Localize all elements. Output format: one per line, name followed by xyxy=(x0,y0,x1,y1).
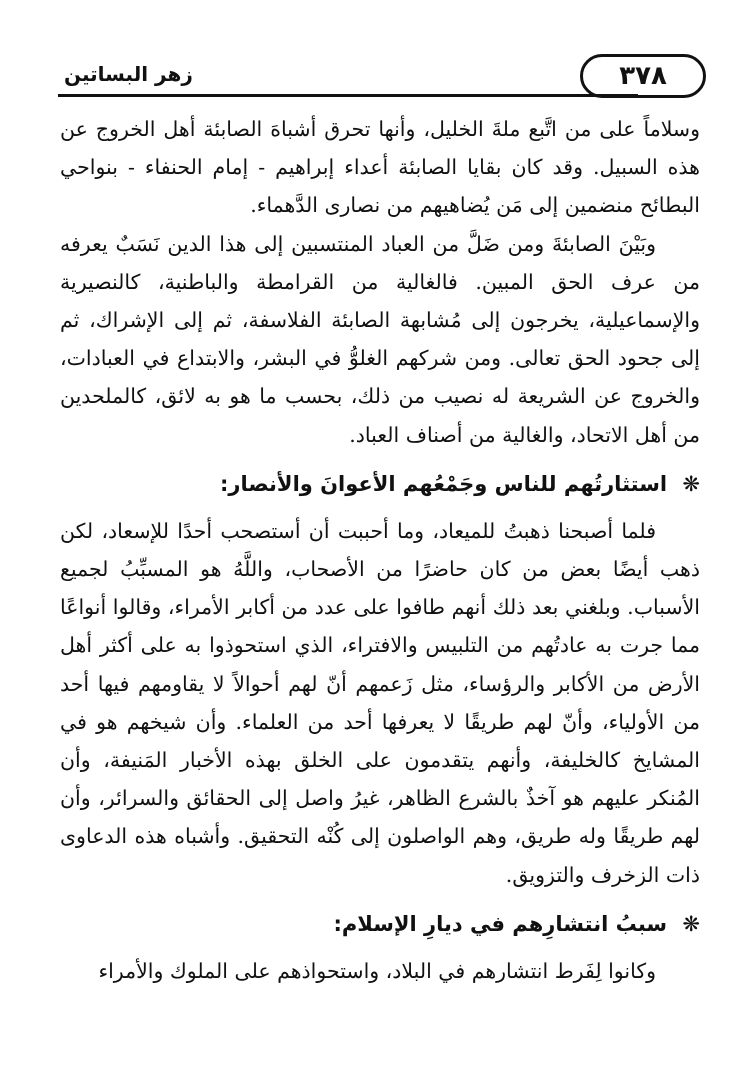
header-rule xyxy=(58,94,638,97)
page-header xyxy=(58,50,706,98)
paragraph-1: وسلاماً على من اتَّبع ملةَ الخليل، وأنها تحرق أشباهَ الصابئة أهل الخروج عن هذه السبيل. وقد كان بقايا الصابئة أعداء إبراهيم - إمام الحنفاء - بنواحي البطائح منضمين إلى مَن يُضاهيهم من نصارى الدَّهماء. xyxy=(60,117,700,218)
book-title: زهر البساتين xyxy=(64,62,193,86)
page-body xyxy=(60,110,700,990)
section-heading-2 xyxy=(60,904,700,944)
page-number: ٣٧٨ xyxy=(580,54,706,98)
section-heading-1-text: استثارتُهم للناس وجَمْعُهم الأعوانَ والأنصار: xyxy=(219,471,668,496)
paragraph-3: فلما أصبحنا ذهبتُ للميعاد، وما أحببت أن أستصحب أحدًا للإسعاد، لكن ذهب أيضًا بعض من كان حاضرًا من الأصحاب، واللَّهُ هو المسبِّبُ لجميع الأسباب. وبلغني بعد ذلك أنهم طافوا على عدد من أكابر الأمراء، وقالوا أنواعًا مما جرت به عادتُهم من التلبيس والافتراء، الذي استحوذوا به على أكثر أهل الأرض من الأكابر والرؤساء، مثل زَعمهم أنّ لهم أحوالاً لا يقاومهم فيها أحد من الأولياء، وأنّ لهم طريقًا لا يعرفها أحد من العلماء. وأن شيخهم هو في المشايخ كالخليفة، وأنهم يتقدمون على الخلق بهذه الأخبار المَنيفة، وأن المُنكر عليهم هو آخذٌ بالشرع الظاهر، غيرُ واصل إلى الحقائق والسرائر، وأن لهم طريقًا وله طريق، وهم الواصلون إلى كُنْه التحقيق. وأشباه هذه الدعاوى ذات الزخرف والتزويق. xyxy=(60,518,700,887)
paragraph-4: وكانوا لِفَرط انتشارهم في البلاد، واستحواذهم على الملوك والأمراء xyxy=(98,958,656,983)
heading-bullet-icon: ❋ xyxy=(682,471,700,496)
section-heading-1 xyxy=(60,464,700,504)
section-heading-2-text: سببُ انتشارِهم في ديارِ الإسلام: xyxy=(333,911,668,936)
paragraph-2: وبَيْنَ الصابئةَ ومن ضَلَّ من العباد المنتسبين إلى هذا الدين نَسَبٌ يعرفه من عرف الحق المبين. فالغالية من القرامطة والباطنية، كالنصيرية والإسماعيلية، يخرجون إلى مُشابهة الصابئة الفلاسفة، ثم إلى الإشراك، ثم إلى جحود الحق تعالى. ومن شركهم الغلوُّ في البشر، والابتداع في العبادات، والخروج عن الشريعة له نصيب من ذلك، بحسب ما هو به لائق، كالملحدين من أهل الاتحاد، والغالية من أصناف العباد. xyxy=(60,231,700,447)
heading-bullet-icon: ❋ xyxy=(682,911,700,936)
